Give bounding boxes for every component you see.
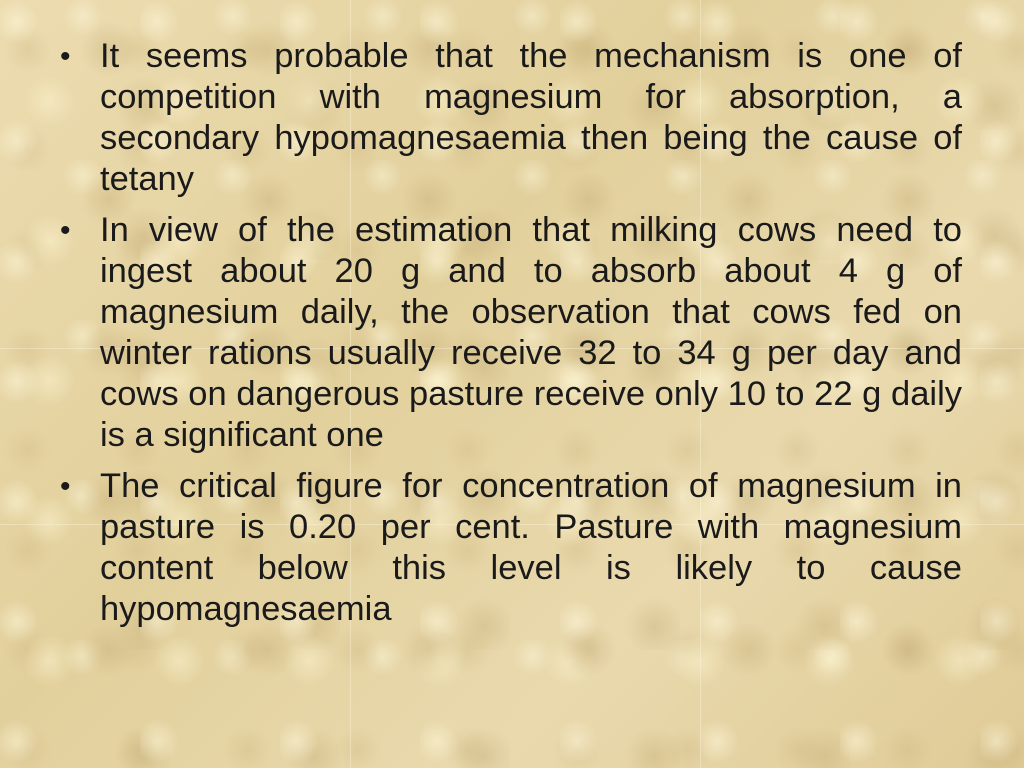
bullet-icon: • (60, 470, 71, 503)
bullet-item (58, 36, 962, 200)
bullet-text: It seems probable that the mechanism is one of competition with magnesium for absorption, a secondary hypomagnesaemia then being the cause of tetany (100, 37, 962, 198)
slide-body (58, 36, 962, 640)
bullet-item (58, 466, 962, 630)
bullet-list (58, 36, 962, 630)
bullet-icon: • (60, 214, 71, 247)
bullet-icon: • (60, 40, 71, 73)
bullet-item (58, 210, 962, 456)
bullet-text: In view of the estimation that milking cows need to ingest about 20 g and to absorb about 4 g of magnesium daily, the observation that cows fed on winter rations usually receive 32 to 34 g per day and cows on dangerous pasture receive only 10 to 22 g daily is a significant one (100, 211, 962, 454)
bullet-text: The critical figure for concentration of magnesium in pasture is 0.20 per cent. Pasture with magnesium content below this level is likely to cause hypomagnesaemia (100, 467, 962, 628)
